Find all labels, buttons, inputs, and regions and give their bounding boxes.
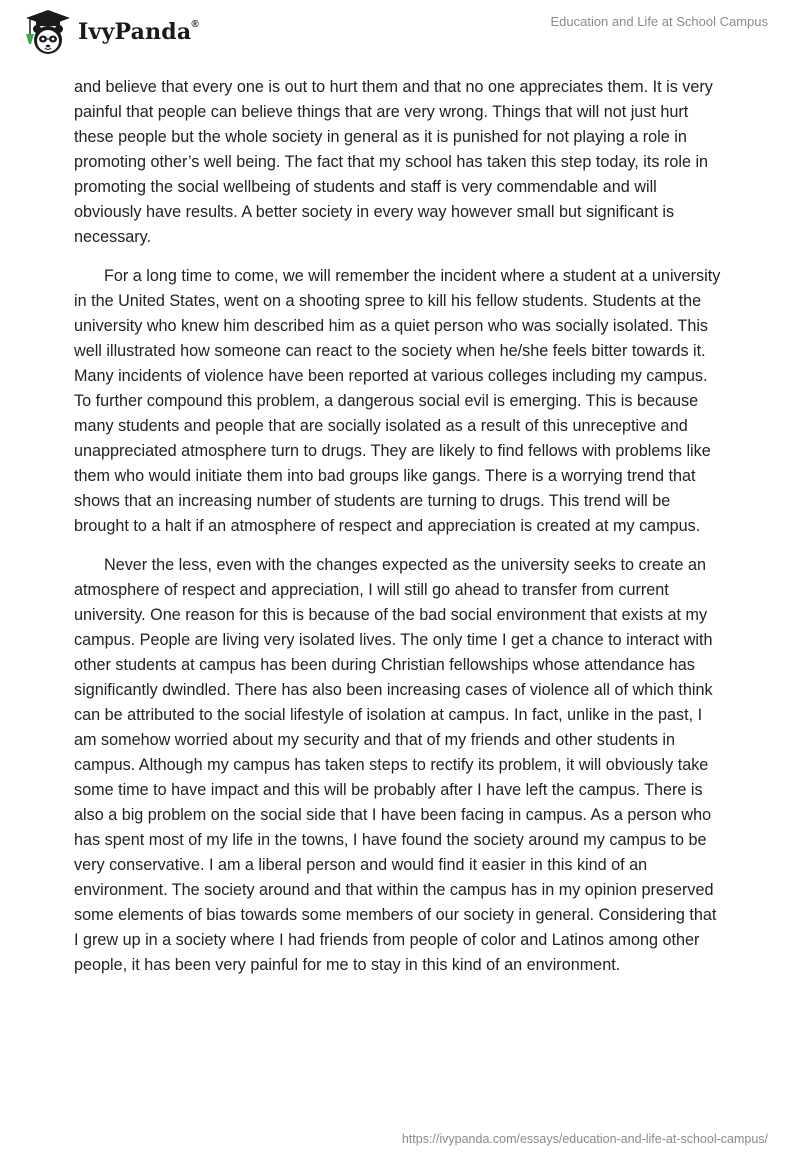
brand-name-text: IvyPanda	[78, 19, 192, 45]
document-title: Education and Life at School Campus	[550, 14, 768, 29]
paragraph-2: For a long time to come, we will remember the incident where a student at a university in the United States, went on a shooting spree to kill his fellow students. Students at the university who knew him described him as a quiet person who was socially isolated. This well illustrated how someone can react to the society when he/she feels bitter towards it. Many incidents of violence have been reported at various colleges including my campus. To further compound this problem, a dangerous social evil is emerging. This is because many students and people that are socially isolated as a result of this unreceptive and unappreciated atmosphere turn to drugs. They are likely to find fellows with problems like them who would initiate them into bad groups like gangs. There is a worrying trend that shows that an increasing number of students are turning to drugs. This trend will be brought to a halt if an atmosphere of respect and appreciation is created at my campus.	[74, 267, 721, 535]
brand-name	[78, 19, 199, 45]
registered-mark: ®	[191, 19, 199, 30]
brand-logo[interactable]	[14, 8, 199, 56]
page-header	[0, 0, 800, 64]
essay-body	[74, 75, 724, 992]
paragraph-3: Never the less, even with the changes expected as the university seeks to create an atmosphere of respect and appreciation, I will still go ahead to transfer from current university. One reason for this is because of the bad social environment that exists at my campus. People are living very isolated lives. The only time I get a chance to interact with other students at campus has been during Christian fellowships whose attendance has significantly dwindled. There has also been increasing cases of violence all of which think can be attributed to the social lifestyle of isolation at campus. In fact, unlike in the past, I am somehow worried about my security and that of my friends and other students in campus. Although my campus has taken steps to rectify its problem, it will obviously take some time to have impact and this will be probably after I have left the campus. There is also a big problem on the social side that I have been facing in campus. As a person who has spent most of my life in the towns, I have found the society around my campus to be very conservative. I am a liberal person and would find it easier in this kind of an environment. The society around and that within the campus has in my opinion preserved some elements of bias towards some members of our society in general. Considering that I grew up in a society where I had friends from people of color and Latinos among other people, it has been very painful for me to stay in this kind of an environment.	[74, 556, 717, 974]
source-url[interactable]: https://ivypanda.com/essays/education-and-life-at-school-campus/	[401, 1132, 768, 1146]
paragraph-1: and believe that every one is out to hurt them and that no one appreciates them. It is very painful that people can believe things that are very wrong. Things that will not just hurt these people but the whole society in general as it is punished for not playing a role in promoting other’s well being. The fact that my school has taken this step today, its role in promoting the social wellbeing of students and staff is very commendable and will obviously have results. A better society in every way however small but significant is necessary.	[74, 78, 713, 246]
panda-logo-icon	[14, 8, 74, 56]
